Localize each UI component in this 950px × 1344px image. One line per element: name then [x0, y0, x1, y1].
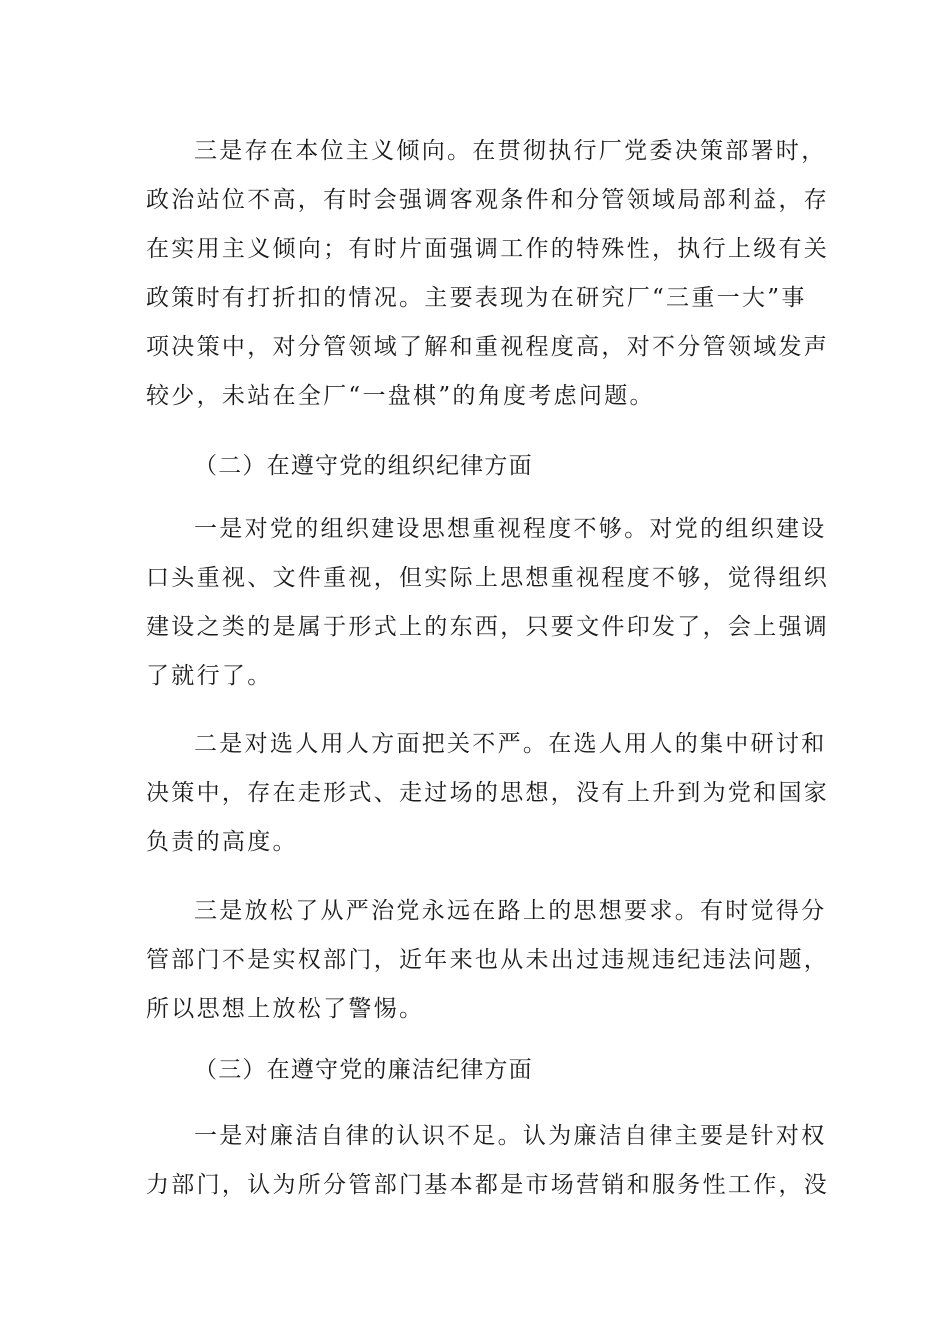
- paragraph-line: 建设之类的是属于形式上的东西，只要文件印发了，会上强调: [146, 614, 830, 640]
- paragraph-line: 一是对党的组织建设思想重视程度不够。对党的组织建设: [194, 516, 827, 542]
- paragraph-line: 所以思想上放松了警惕。: [146, 996, 425, 1022]
- paragraph-line: 项决策中，对分管领域了解和重视程度高，对不分管领域发声: [146, 334, 830, 360]
- section-heading: （二）在遵守党的组织纪律方面: [194, 453, 533, 479]
- paragraph-line: 三是存在本位主义倾向。在贯彻执行厂党委决策部署时，: [194, 138, 827, 164]
- paragraph-line: 较少，未站在全厂“一盘棋”的角度考虑问题。: [146, 383, 655, 409]
- paragraph-line: 了就行了。: [146, 663, 273, 689]
- paragraph-line: 政治站位不高，有时会强调客观条件和分管领域局部利益，存: [146, 187, 830, 213]
- paragraph-line: 二是对选人用人方面把关不严。在选人用人的集中研讨和: [194, 731, 827, 757]
- section-heading: （三）在遵守党的廉洁纪律方面: [194, 1057, 533, 1083]
- paragraph-line: 决策中，存在走形式、走过场的思想，没有上升到为党和国家: [146, 780, 830, 806]
- paragraph-line: 口头重视、文件重视，但实际上思想重视程度不够，觉得组织: [146, 565, 830, 591]
- paragraph-line: 三是放松了从严治党永远在路上的思想要求。有时觉得分: [194, 898, 827, 924]
- paragraph-line: 一是对廉洁自律的认识不足。认为廉洁自律主要是针对权: [194, 1123, 827, 1149]
- paragraph-line: 在实用主义倾向；有时片面强调工作的特殊性，执行上级有关: [146, 236, 830, 262]
- paragraph-line: 管部门不是实权部门，近年来也从未出过违规违纪违法问题，: [146, 947, 830, 973]
- paragraph-line: 负责的高度。: [146, 829, 298, 855]
- paragraph-line: 政策时有打折扣的情况。主要表现为在研究厂“三重一大”事: [146, 285, 807, 311]
- paragraph-line: 力部门，认为所分管部门基本都是市场营销和服务性工作，没: [146, 1172, 830, 1198]
